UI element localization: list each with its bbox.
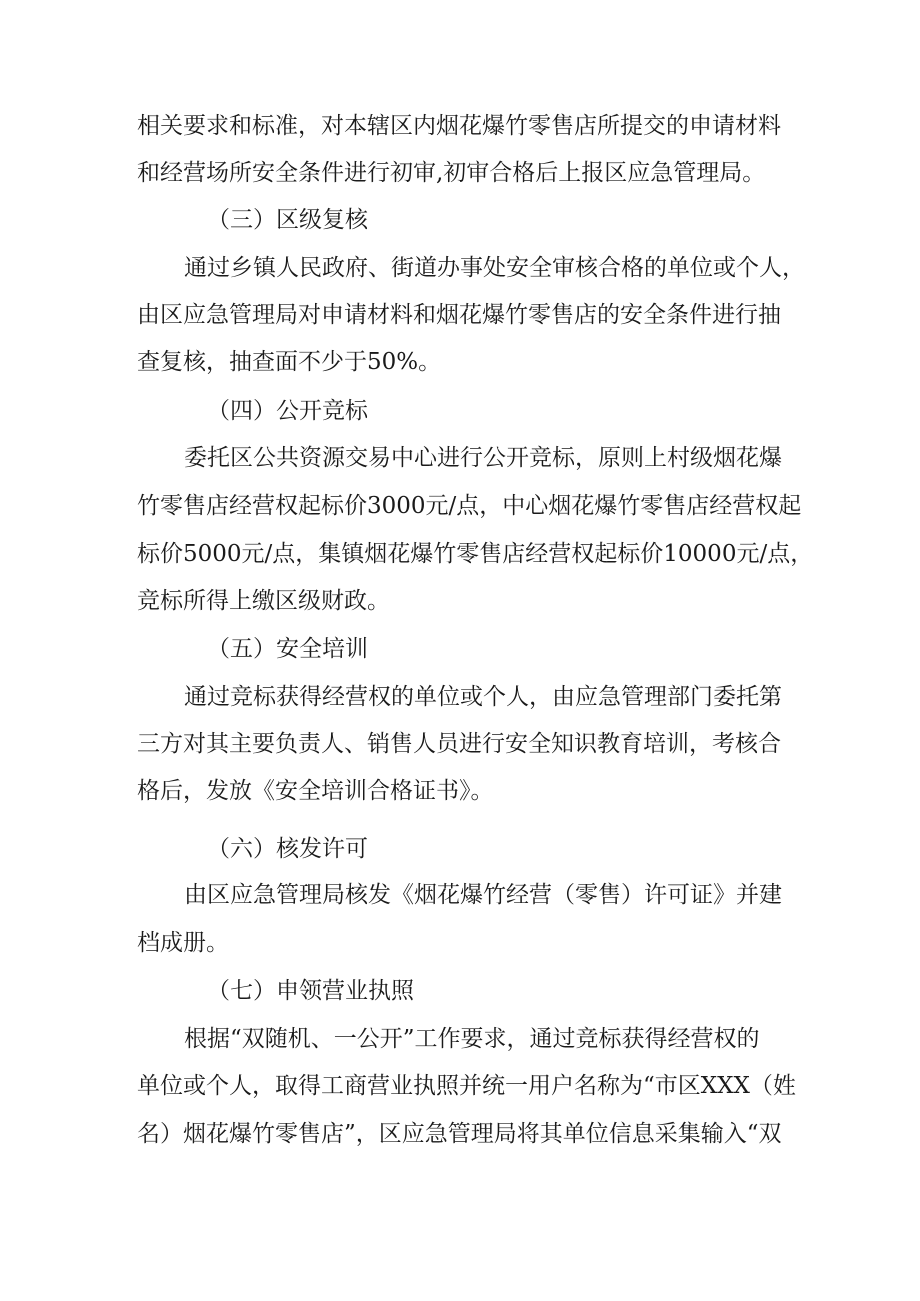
section-heading-7: （七）申领营业执照 [207, 978, 414, 1004]
body-text-line: 档成册。 [137, 930, 229, 956]
body-text-line: 格后，发放《安全培训合格证书》。 [137, 778, 494, 804]
body-text-line: 和经营场所安全条件进行初审,初审合格后上报区应急管理局。 [137, 160, 766, 186]
body-text-line: 单位或个人，取得工商营业执照并统一用户名称为“市区XXX（姓 [137, 1073, 796, 1099]
body-text-line: 通过竞标获得经营权的单位或个人，由应急管理部门委托第 [184, 684, 782, 710]
body-text-line: 竹零售店经营权起标价3000元/点，中心烟花爆竹零售店经营权起 [137, 493, 802, 519]
body-text-line: 竞标所得上缴区级财政。 [137, 588, 390, 614]
body-text-line: 委托区公共资源交易中心进行公开竞标，原则上村级烟花爆 [184, 445, 782, 471]
section-heading-6: （六）核发许可 [207, 836, 368, 862]
section-heading-5: （五）安全培训 [207, 636, 368, 662]
body-text-line: 查复核，抽查面不少于50%。 [137, 349, 442, 375]
body-text-line: 相关要求和标准，对本辖区内烟花爆竹零售店所提交的申请材料 [137, 113, 781, 139]
body-text-line: 名）烟花爆竹零售店”，区应急管理局将其单位信息采集输入“双 [137, 1121, 782, 1147]
body-text-line: 根据“双随机、一公开”工作要求，通过竞标获得经营权的 [184, 1026, 760, 1052]
body-text-line: 由区应急管理局对申请材料和烟花爆竹零售店的安全条件进行抽 [137, 302, 781, 328]
section-heading-3: （三）区级复核 [207, 207, 368, 233]
body-text-line: 标价5000元/点，集镇烟花爆竹零售店经营权起标价10000元/点， [137, 541, 814, 567]
body-text-line: 由区应急管理局核发《烟花爆竹经营（零售）许可证》并建 [184, 882, 782, 908]
section-heading-4: （四）公开竞标 [207, 398, 368, 424]
body-text-line: 三方对其主要负责人、销售人员进行安全知识教育培训，考核合 [137, 731, 781, 757]
body-text-line: 通过乡镇人民政府、街道办事处安全审核合格的单位或个人， [184, 255, 805, 281]
